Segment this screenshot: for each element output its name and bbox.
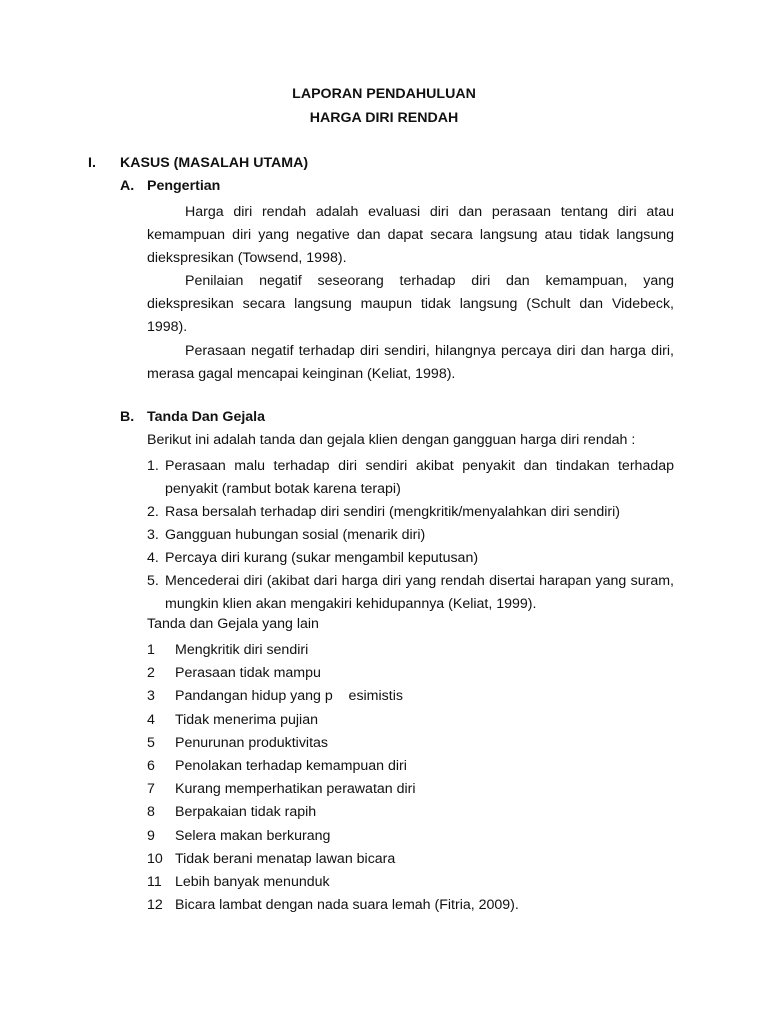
list-item: [147, 570, 674, 616]
list-item: [147, 778, 519, 801]
list-item: [147, 501, 674, 524]
list-item-number: 2: [147, 665, 155, 682]
list-item: [147, 871, 519, 894]
list-item-number: 2.: [147, 504, 159, 520]
list-item: [147, 709, 519, 732]
signs-list: [147, 455, 674, 616]
list-item-number: 1.: [147, 458, 159, 474]
list-item: [147, 639, 519, 662]
list-item-number: 5.: [147, 573, 159, 589]
list-item: [147, 547, 674, 570]
list-item-number: 12: [147, 897, 163, 914]
list-item-text: Mencederai diri (akibat dari harga diri yang rendah disertai harapan yang suram, mungkin klien akan mengakiri kehidupannya (Keliat, 1999).: [165, 573, 674, 612]
list-item: [147, 685, 519, 708]
list-item: [147, 894, 519, 917]
list-item-text: Kurang memperhatikan perawatan diri: [175, 781, 416, 798]
list-intro: Berikut ini adalah tanda dan gejala klien dengan gangguan harga diri rendah :: [147, 432, 636, 448]
list-item-text: Berpakaian tidak rapih: [175, 804, 317, 821]
list-item: [147, 732, 519, 755]
other-signs-list: [147, 639, 519, 917]
list-item-text: Selera makan berkurang: [175, 827, 331, 844]
list-item: [147, 848, 519, 871]
list-item-text: Tidak menerima pujian: [175, 711, 318, 728]
subsection-number: B.: [120, 409, 135, 425]
list-item-number: 7: [147, 781, 155, 798]
subsection-title: Tanda Dan Gejala: [147, 409, 266, 425]
list-item-text: Tidak berani menatap lawan bicara: [175, 850, 396, 867]
list-item-number: 4: [147, 711, 155, 728]
subsection-title: Pengertian: [147, 178, 221, 194]
document-title: LAPORAN PENDAHULUAN: [292, 86, 476, 102]
list-item-text: Bicara lambat dengan nada suara lemah (Fitria, 2009).: [175, 897, 519, 914]
list-item-text: Percaya diri kurang (sukar mengambil keputusan): [165, 550, 479, 566]
list-item-text: Mengkritik diri sendiri: [175, 642, 309, 658]
paragraph: [147, 340, 674, 386]
list-item-text: Penolakan terhadap kemampuan diri: [175, 757, 407, 774]
subsection-number: A.: [120, 178, 135, 194]
list-item-number: 1: [147, 642, 155, 658]
list-item-text: Penurunan produktivitas: [175, 734, 329, 751]
subsection-heading-a: [120, 178, 220, 194]
list-item: [147, 825, 519, 848]
list-item-number: 8: [147, 804, 155, 821]
list-item-text: Perasaan tidak mampu: [175, 665, 321, 682]
list-item-number: 9: [147, 827, 155, 844]
list-item-number: 4.: [147, 550, 159, 566]
paragraph-text: Perasaan negatif terhadap diri sendiri, hilangnya percaya diri dan harga diri, merasa gagal mencapai keinginan (Keliat, 1998).: [147, 343, 674, 382]
paragraph-text: Penilaian negatif seseorang terhadap diri dan kemampuan, yang diekspresikan secara langsung maupun tidak langsung (Schult dan Videbeck, 1998).: [147, 273, 674, 335]
paragraph: [147, 201, 674, 270]
list-item-text: Pandangan hidup yang p esimistis: [175, 688, 403, 705]
list-item-text: Gangguan hubungan sosial (menarik diri): [165, 527, 426, 543]
subsection-heading-b: [120, 409, 265, 425]
list-item-text: Rasa bersalah terhadap diri sendiri (mengkritik/menyalahkan diri sendiri): [165, 504, 620, 520]
list-item-number: 11: [147, 873, 162, 890]
list-item: [147, 801, 519, 824]
list-item: [147, 455, 674, 501]
list-item-text: Lebih banyak menunduk: [175, 873, 330, 890]
list-item: [147, 524, 674, 547]
document-subtitle: HARGA DIRI RENDAH: [309, 110, 459, 126]
list-item-number: 6: [147, 757, 155, 774]
section-number: I.: [88, 155, 96, 171]
list-item-number: 5: [147, 734, 155, 751]
paragraph: [147, 270, 674, 339]
list-item: [147, 755, 519, 778]
list-item-number: 3.: [147, 527, 159, 543]
list-item-number: 3: [147, 688, 155, 705]
list-item: [147, 662, 519, 685]
list-item-number: 10: [147, 850, 163, 867]
list-intro-2: Tanda dan Gejala yang lain: [147, 616, 319, 632]
paragraph-text: Harga diri rendah adalah evaluasi diri dan perasaan tentang diri atau kemampuan diri yang negative dan dapat secara langsung atau tidak langsung diekspresikan (Towsend, 1998).: [147, 204, 674, 266]
section-title: KASUS (MASALAH UTAMA): [120, 155, 309, 171]
list-item-text: Perasaan malu terhadap diri sendiri akibat penyakit dan tindakan terhadap penyakit (rambut botak karena terapi): [165, 458, 674, 497]
